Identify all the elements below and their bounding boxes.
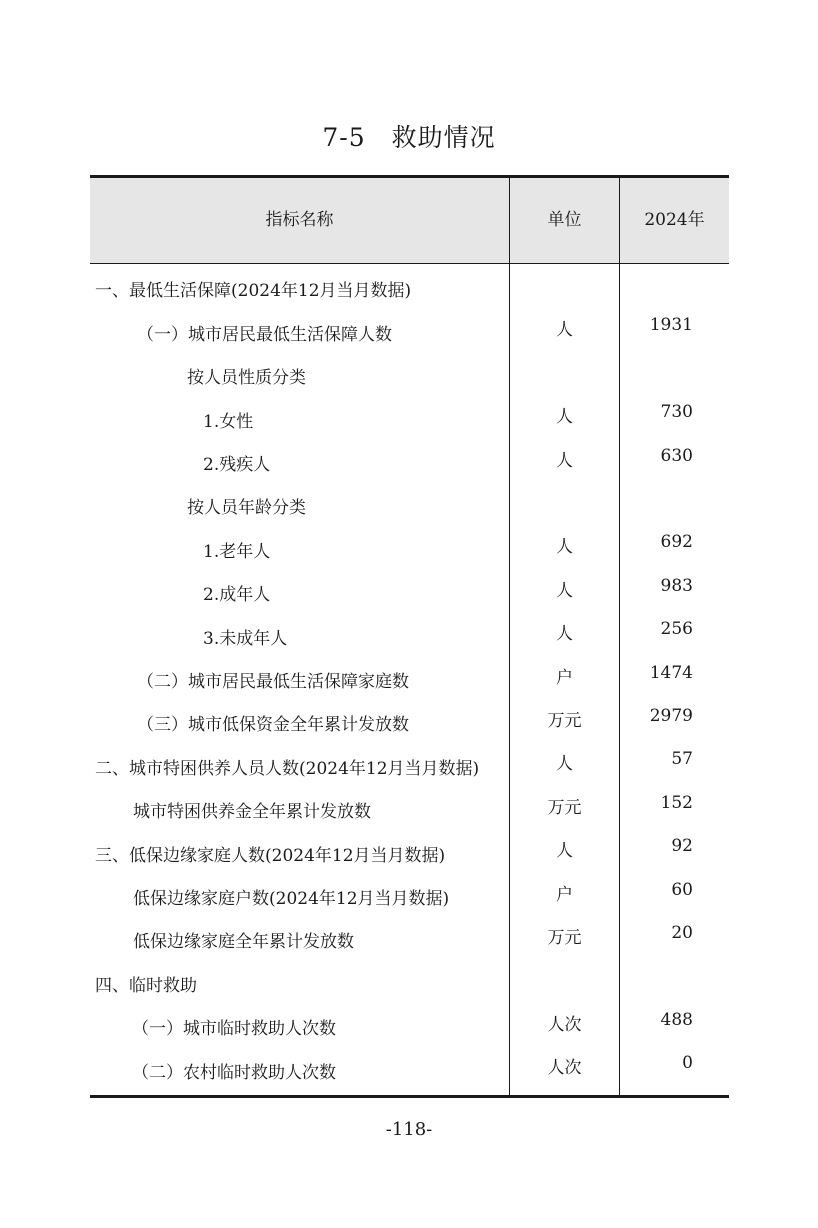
row-indicator-name: 按人员性质分类 <box>187 368 306 389</box>
row-indicator-name: 四、临时救助 <box>95 975 197 996</box>
row-indicator-name: 二、城市特困供养人员人数(2024年12月当月数据) <box>95 758 480 779</box>
page-number: -118- <box>385 1119 433 1140</box>
row-unit: 人 <box>556 841 573 862</box>
header-year-value: 2024年 <box>644 210 705 230</box>
row-value: 256 <box>660 619 693 640</box>
row-value: 1474 <box>649 662 693 683</box>
row-unit: 人 <box>556 580 573 601</box>
row-indicator-name: 2.成年人 <box>203 585 271 606</box>
row-value: 92 <box>671 836 693 857</box>
table-row <box>90 613 729 656</box>
row-indicator-name: （二）农村临时救助人次数 <box>132 1062 336 1083</box>
row-indicator-name: 一、最低生活保障(2024年12月当月数据) <box>95 281 412 302</box>
row-unit: 人 <box>556 754 573 775</box>
row-value: 730 <box>660 402 693 423</box>
table-bottom-rule <box>90 1095 729 1098</box>
row-unit: 万元 <box>547 797 582 818</box>
row-indicator-name: 三、低保边缘家庭人数(2024年12月当月数据) <box>95 845 446 866</box>
row-value: 488 <box>660 1009 693 1030</box>
row-value: 20 <box>671 923 693 943</box>
row-indicator-name: （二）城市居民最低生活保障家庭数 <box>137 671 409 692</box>
row-indicator-name: （一）城市居民最低生活保障人数 <box>137 324 392 345</box>
row-indicator-name: 2.残疾人 <box>203 454 271 475</box>
row-value: 152 <box>660 792 693 813</box>
row-value: 60 <box>671 879 693 900</box>
row-indicator-name: （三）城市低保资金全年累计发放数 <box>137 715 409 736</box>
row-indicator-name: 低保边缘家庭全年累计发放数 <box>133 932 354 953</box>
row-unit: 户 <box>556 884 573 905</box>
row-unit: 人 <box>556 537 573 558</box>
table-row <box>90 960 729 1003</box>
row-unit: 户 <box>556 667 573 688</box>
row-unit: 万元 <box>547 711 582 731</box>
table-row <box>90 266 729 309</box>
row-indicator-name: 城市特困供养金全年累计发放数 <box>133 802 371 823</box>
relief-table <box>90 175 729 1098</box>
table-row <box>90 1047 729 1090</box>
table-row <box>90 483 729 526</box>
table-row <box>90 874 729 917</box>
header-indicator-name: 指标名称 <box>265 210 334 230</box>
table-row <box>90 917 729 960</box>
table-header-rule <box>90 263 729 264</box>
table-row <box>90 743 729 786</box>
header-unit: 单位 <box>547 210 582 230</box>
row-unit: 人次 <box>547 1014 582 1035</box>
row-indicator-name: 低保边缘家庭户数(2024年12月当月数据) <box>133 888 450 909</box>
table-row <box>90 570 729 613</box>
table-row <box>90 830 729 873</box>
row-unit: 万元 <box>547 928 582 948</box>
row-value: 0 <box>682 1053 693 1074</box>
row-indicator-name: 1.老年人 <box>203 541 271 562</box>
table-row <box>90 396 729 439</box>
row-value: 692 <box>660 532 693 553</box>
table-row <box>90 440 729 483</box>
row-indicator-name: 3.未成年人 <box>203 628 288 649</box>
row-value: 2979 <box>649 706 693 726</box>
table-row <box>90 353 729 396</box>
row-value: 630 <box>660 445 693 466</box>
page-title: 7-5 救助情况 <box>322 123 496 152</box>
row-value: 1931 <box>649 315 693 336</box>
row-value: 983 <box>660 575 693 596</box>
table-row <box>90 787 729 830</box>
table-row <box>90 309 729 352</box>
row-unit: 人 <box>556 320 573 341</box>
row-value: 57 <box>671 749 693 770</box>
row-indicator-name: （一）城市临时救助人次数 <box>132 1019 336 1040</box>
row-unit: 人 <box>556 407 573 428</box>
table-row <box>90 657 729 700</box>
row-indicator-name: 1.女性 <box>203 411 254 432</box>
table-row <box>90 700 729 743</box>
table-row <box>90 526 729 569</box>
table-row <box>90 1004 729 1047</box>
row-unit: 人 <box>556 450 573 471</box>
row-indicator-name: 按人员年龄分类 <box>187 498 306 519</box>
row-unit: 人 <box>556 624 573 645</box>
row-unit: 人次 <box>547 1058 582 1079</box>
